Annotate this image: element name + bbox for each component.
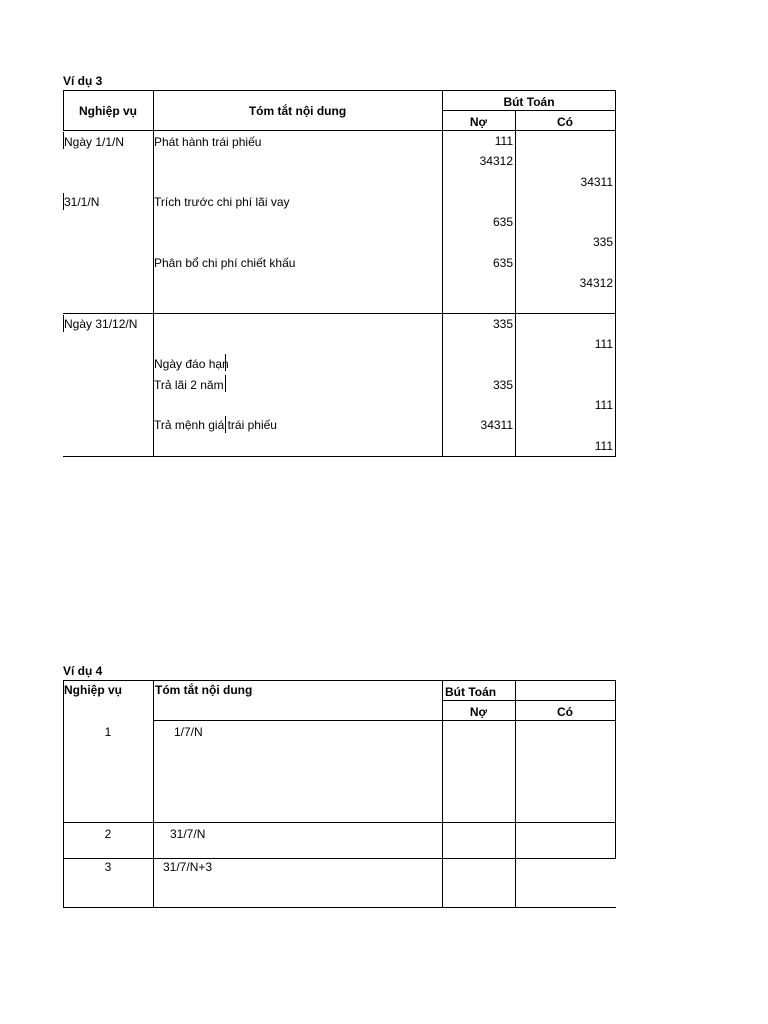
ex3-row-noi-dung: Trả mệnh giá trái phiếu xyxy=(154,418,277,432)
ex3-subheader-line xyxy=(442,110,616,111)
ex3-row-no: 635 xyxy=(492,215,513,229)
ex3-row-co: 34312 xyxy=(579,276,613,290)
ex4-right-border xyxy=(615,680,616,859)
ex3-bottom-border xyxy=(63,456,616,457)
ex4-row-nghiep-vu: 2 xyxy=(104,827,112,841)
ex4-row-divider xyxy=(63,822,616,823)
ex3-row-noi-dung: Ngày đáo hạn xyxy=(154,357,229,371)
ex4-header-no: Nợ xyxy=(469,705,488,719)
example4-title: Ví dụ 4 xyxy=(63,664,103,678)
ex3-row-noi-dung: Phân bổ chi phí chiết khấu xyxy=(154,256,296,270)
ex4-subheader-line xyxy=(442,700,616,701)
ex3-row-nghiep-vu: Ngày 1/1/N xyxy=(64,135,125,149)
ex4-row-noi-dung: 31/7/N xyxy=(170,827,206,841)
ex3-row-no: 34311 xyxy=(480,418,513,432)
ex3-row-co: 111 xyxy=(594,439,613,453)
ex3-right-border xyxy=(615,90,616,457)
ex4-header-nghiep-vu: Nghiệp vụ xyxy=(64,683,123,697)
ex3-row-no: 111 xyxy=(494,134,513,148)
ex3-top-border xyxy=(63,90,616,91)
ex4-header-co: Có xyxy=(557,705,573,719)
ex4-bottom-border xyxy=(63,907,616,908)
ex4-row-nghiep-vu: 1 xyxy=(104,725,112,739)
ex4-header-tom-tat: Tóm tắt nội dung xyxy=(155,683,253,697)
ex4-row-noi-dung: 1/7/N xyxy=(174,725,203,739)
ex3-row-noi-dung: Trả lãi 2 năm xyxy=(154,378,224,392)
ex3-row-co: 34311 xyxy=(580,175,613,189)
ex3-row-co: 335 xyxy=(592,235,613,249)
cell-tick xyxy=(225,375,226,392)
ex3-row-no: 335 xyxy=(492,317,513,331)
ex3-header-bottom xyxy=(63,130,616,131)
ex3-row-nghiep-vu: Ngày 31/12/N xyxy=(64,317,138,331)
ex4-header-bottom xyxy=(153,720,616,721)
ex3-header-tom-tat: Tóm tắt nội dung xyxy=(248,104,347,118)
ex3-row-noi-dung: Trích trước chi phí lãi vay xyxy=(154,195,290,209)
ex4-header-but-toan: Bút Toán xyxy=(445,685,497,699)
ex4-row-noi-dung: 31/7/N+3 xyxy=(163,860,213,874)
ex3-row-co: 111 xyxy=(594,398,613,412)
ex4-top-border xyxy=(63,680,616,681)
ex4-col1-divider xyxy=(153,680,154,908)
ex3-row-no: 635 xyxy=(492,256,513,270)
ex3-row-no: 335 xyxy=(492,378,513,392)
ex3-row-co: 111 xyxy=(594,337,613,351)
ex3-row-nghiep-vu: 31/1/N xyxy=(64,195,100,209)
ex4-row-nghiep-vu: 3 xyxy=(104,860,112,874)
ex3-header-nghiep-vu: Nghiệp vụ xyxy=(78,104,137,118)
ex3-row-no: 34312 xyxy=(479,154,513,168)
example3-title: Ví dụ 3 xyxy=(63,74,103,88)
ex3-header-but-toan: Bút Toán xyxy=(503,95,555,109)
ex3-section-divider xyxy=(63,313,616,314)
ex4-row-divider xyxy=(63,858,616,859)
ex3-row-noi-dung: Phát hành trái phiếu xyxy=(154,135,262,149)
ex3-header-co: Có xyxy=(557,115,573,129)
ex3-header-no: Nợ xyxy=(469,115,488,129)
